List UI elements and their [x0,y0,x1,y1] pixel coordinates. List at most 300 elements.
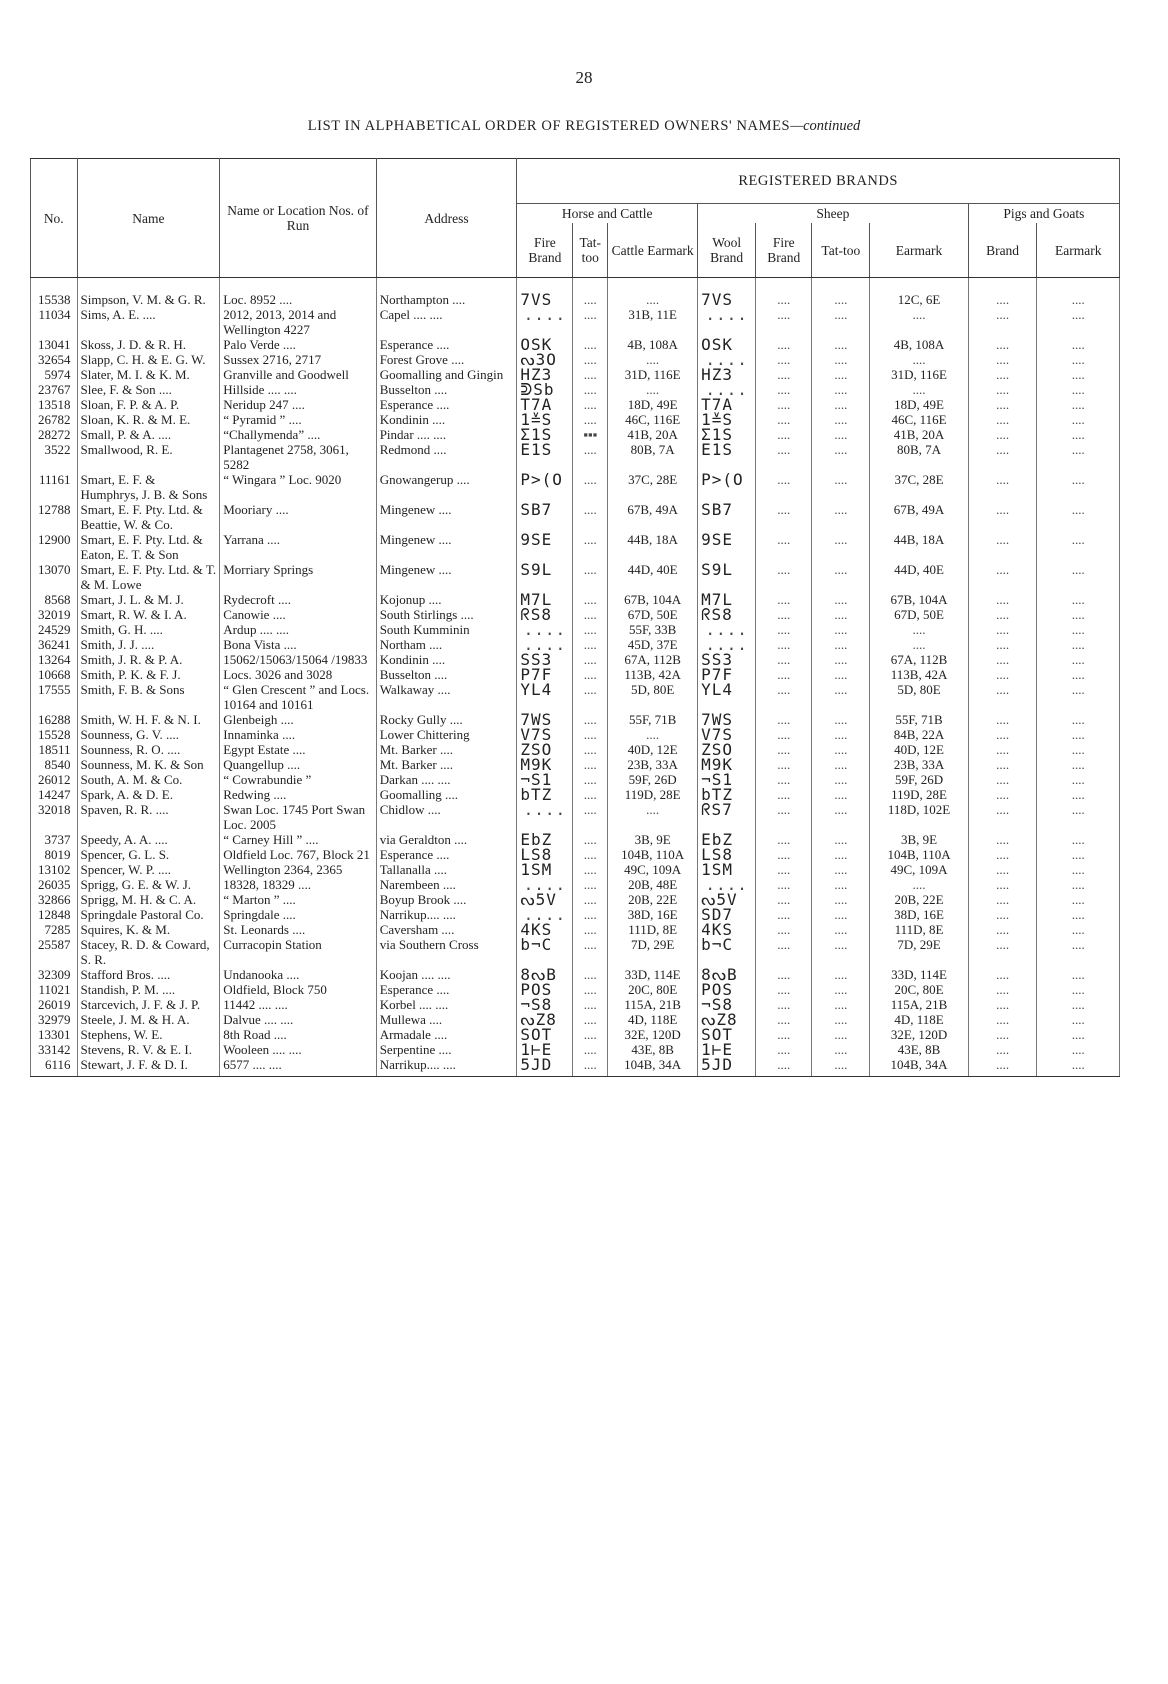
row-number-cell: 13041 [31,337,78,352]
sheep-tattoo-cell: .... [812,412,870,427]
wool-brand-cell: 1SM [698,862,756,877]
cattle-earmark-cell: 46C, 116E [608,412,698,427]
wool-brand-cell: EbZ [698,832,756,847]
tattoo-cell: .... [573,802,608,832]
pig-earmark-cell: .... [1037,607,1120,622]
wool-brand-cell: S9L [698,562,756,592]
tattoo-cell: .... [573,727,608,742]
address-cell: Esperance .... [376,397,517,412]
header-fire-brand: Fire Brand [517,223,573,278]
sheep-fire-brand-cell: .... [756,637,812,652]
owner-name-cell: Slee, F. & Son .... [77,382,220,397]
sheep-earmark-cell: 55F, 71B [870,712,968,727]
pig-earmark-cell: .... [1037,997,1120,1012]
row-number-cell: 26012 [31,772,78,787]
pig-brand-cell: .... [968,757,1037,772]
sheep-earmark-cell: 40D, 12E [870,742,968,757]
sheep-tattoo-cell: .... [812,682,870,712]
run-location-cell: Palo Verde .... [220,337,376,352]
tattoo-cell: .... [573,397,608,412]
table-row [31,997,1120,1012]
cattle-earmark-cell: 67A, 112B [608,652,698,667]
table-row [31,442,1120,472]
pig-earmark-cell: .... [1037,427,1120,442]
cattle-earmark-cell: 104B, 34A [608,1057,698,1077]
cattle-earmark-cell: 5D, 80E [608,682,698,712]
address-cell: Narrikup.... .... [376,1057,517,1077]
cattle-earmark-cell: 20B, 48E [608,877,698,892]
row-number-cell: 26782 [31,412,78,427]
cattle-earmark-cell: 7D, 29E [608,937,698,967]
row-number-cell: 26019 [31,997,78,1012]
tattoo-cell: .... [573,787,608,802]
fire-brand-cell: POS [517,982,573,997]
sheep-fire-brand-cell: .... [756,397,812,412]
row-number-cell: 13102 [31,862,78,877]
address-cell: Tallanalla .... [376,862,517,877]
pig-brand-cell: .... [968,472,1037,502]
header-pig-brand: Brand [968,223,1037,278]
sheep-fire-brand-cell: .... [756,682,812,712]
sheep-tattoo-cell: .... [812,922,870,937]
pig-brand-cell: .... [968,337,1037,352]
owner-name-cell: Smart, R. W. & I. A. [77,607,220,622]
pig-earmark-cell: .... [1037,637,1120,652]
sheep-fire-brand-cell: .... [756,607,812,622]
address-cell: South Stirlings .... [376,607,517,622]
pig-brand-cell: .... [968,712,1037,727]
sheep-earmark-cell: 84B, 22A [870,727,968,742]
cattle-earmark-cell: 3B, 9E [608,832,698,847]
owner-name-cell: South, A. M. & Co. [77,772,220,787]
sheep-earmark-cell: .... [870,307,968,337]
fire-brand-cell: P>(O [517,472,573,502]
sheep-fire-brand-cell: .... [756,562,812,592]
run-location-cell: “ Pyramid ” .... [220,412,376,427]
sheep-earmark-cell: 37C, 28E [870,472,968,502]
owner-name-cell: Sprigg, G. E. & W. J. [77,877,220,892]
fire-brand-cell: V7S [517,727,573,742]
row-number-cell: 13518 [31,397,78,412]
owner-name-cell: Sloan, F. P. & A. P. [77,397,220,412]
sheep-earmark-cell: 104B, 110A [870,847,968,862]
run-location-cell: 11442 .... .... [220,997,376,1012]
run-location-cell: 2012, 2013, 2014 and Wellington 4227 [220,307,376,337]
cattle-earmark-cell: 44B, 18A [608,532,698,562]
run-location-cell: Quangellup .... [220,757,376,772]
wool-brand-cell: ¬S8 [698,997,756,1012]
address-cell: Narembeen .... [376,877,517,892]
fire-brand-cell: HZ3 [517,367,573,382]
pig-earmark-cell: .... [1037,397,1120,412]
row-number-cell: 13301 [31,1027,78,1042]
sheep-fire-brand-cell: .... [756,997,812,1012]
run-location-cell: Curracopin Station [220,937,376,967]
address-cell: via Southern Cross [376,937,517,967]
tattoo-cell: .... [573,1042,608,1057]
sheep-earmark-cell: 31D, 116E [870,367,968,382]
pig-earmark-cell: .... [1037,442,1120,472]
tattoo-cell: .... [573,922,608,937]
pig-brand-cell: .... [968,937,1037,967]
row-number-cell: 7285 [31,922,78,937]
pig-earmark-cell: .... [1037,562,1120,592]
owner-name-cell: Smith, F. B. & Sons [77,682,220,712]
sheep-earmark-cell: 46C, 116E [870,412,968,427]
table-row [31,787,1120,802]
header-sheep-earmark: Earmark [870,223,968,278]
wool-brand-cell: POS [698,982,756,997]
run-location-cell: St. Leonards .... [220,922,376,937]
owner-name-cell: Sloan, K. R. & M. E. [77,412,220,427]
pig-brand-cell: .... [968,982,1037,997]
pig-earmark-cell: .... [1037,352,1120,367]
pig-brand-cell: .... [968,412,1037,427]
tattoo-cell: .... [573,1027,608,1042]
pig-brand-cell: .... [968,892,1037,907]
cattle-earmark-cell: .... [608,727,698,742]
pig-brand-cell: .... [968,592,1037,607]
address-cell: Mt. Barker .... [376,757,517,772]
pig-earmark-cell: .... [1037,532,1120,562]
fire-brand-cell: EbZ [517,832,573,847]
table-row [31,382,1120,397]
row-number-cell: 36241 [31,637,78,652]
wool-brand-cell: SB7 [698,502,756,532]
run-location-cell: Loc. 8952 .... [220,278,376,308]
run-location-cell: “ Carney Hill ” .... [220,832,376,847]
run-location-cell: Mooriary .... [220,502,376,532]
cattle-earmark-cell: 67B, 49A [608,502,698,532]
fire-brand-cell: 8ᔓB [517,967,573,982]
sheep-earmark-cell: 67D, 50E [870,607,968,622]
address-cell: Caversham .... [376,922,517,937]
sheep-fire-brand-cell: .... [756,922,812,937]
sheep-fire-brand-cell: .... [756,847,812,862]
table-row [31,472,1120,502]
cattle-earmark-cell: .... [608,278,698,308]
pig-earmark-cell: .... [1037,1027,1120,1042]
address-cell: Kondinin .... [376,652,517,667]
pig-earmark-cell: .... [1037,667,1120,682]
sheep-fire-brand-cell: .... [756,712,812,727]
sheep-tattoo-cell: .... [812,427,870,442]
wool-brand-cell: SOT [698,1027,756,1042]
cattle-earmark-cell: 119D, 28E [608,787,698,802]
sheep-tattoo-cell: .... [812,367,870,382]
owner-name-cell: Speedy, A. A. .... [77,832,220,847]
sheep-earmark-cell: 115A, 21B [870,997,968,1012]
pig-earmark-cell: .... [1037,1012,1120,1027]
run-location-cell: Sussex 2716, 2717 [220,352,376,367]
sheep-earmark-cell: .... [870,637,968,652]
sheep-tattoo-cell: .... [812,937,870,967]
sheep-fire-brand-cell: .... [756,787,812,802]
sheep-tattoo-cell: .... [812,352,870,367]
sheep-earmark-cell: 104B, 34A [870,1057,968,1077]
fire-brand-cell: .... [517,622,573,637]
pig-earmark-cell: .... [1037,742,1120,757]
cattle-earmark-cell: 67D, 50E [608,607,698,622]
owners-table-wrap [30,158,1120,1077]
cattle-earmark-cell: 67B, 104A [608,592,698,607]
row-number-cell: 11021 [31,982,78,997]
sheep-fire-brand-cell: .... [756,802,812,832]
tattoo-cell: .... [573,352,608,367]
pig-earmark-cell: .... [1037,337,1120,352]
run-location-cell: Canowie .... [220,607,376,622]
table-row [31,607,1120,622]
pig-earmark-cell: .... [1037,967,1120,982]
table-row [31,757,1120,772]
sheep-earmark-cell: 119D, 28E [870,787,968,802]
wool-brand-cell: 7VS [698,278,756,308]
page-number: 28 [575,68,593,87]
sheep-tattoo-cell: .... [812,742,870,757]
sheep-fire-brand-cell: .... [756,877,812,892]
run-location-cell: Innaminka .... [220,727,376,742]
row-number-cell: 18511 [31,742,78,757]
pig-brand-cell: .... [968,847,1037,862]
fire-brand-cell: bTZ [517,787,573,802]
pig-brand-cell: .... [968,922,1037,937]
address-cell: Mingenew .... [376,502,517,532]
owner-name-cell: Spencer, W. P. .... [77,862,220,877]
wool-brand-cell: .... [698,307,756,337]
wool-brand-cell: 7WS [698,712,756,727]
tattoo-cell: .... [573,532,608,562]
row-number-cell: 10668 [31,667,78,682]
address-cell: Rocky Gully .... [376,712,517,727]
sheep-earmark-cell: 4D, 118E [870,1012,968,1027]
pig-earmark-cell: .... [1037,877,1120,892]
wool-brand-cell: HZ3 [698,367,756,382]
fire-brand-cell: Σ1S [517,427,573,442]
sheep-earmark-cell: 44B, 18A [870,532,968,562]
wool-brand-cell: 8ᔓB [698,967,756,982]
header-address: Address [376,159,517,278]
cattle-earmark-cell: 38D, 16E [608,907,698,922]
wool-brand-cell: .... [698,622,756,637]
run-location-cell: “Challymenda” .... [220,427,376,442]
wool-brand-cell: .... [698,637,756,652]
header-registered-brands: REGISTERED BRANDS [517,159,1120,204]
pig-earmark-cell: .... [1037,592,1120,607]
tattoo-cell: .... [573,892,608,907]
sheep-tattoo-cell: .... [812,652,870,667]
wool-brand-cell: 9SE [698,532,756,562]
pig-brand-cell: .... [968,637,1037,652]
page-title-main: LIST IN ALPHABETICAL ORDER OF REGISTERED OWNERS' NAMES [307,118,791,134]
header-run: Name or Location Nos. of Run [220,159,376,278]
wool-brand-cell: ᖇS7 [698,802,756,832]
owner-name-cell: Springdale Pastoral Co. [77,907,220,922]
table-row [31,592,1120,607]
owner-name-cell: Slapp, C. H. & E. G. W. [77,352,220,367]
pig-brand-cell: .... [968,862,1037,877]
sheep-earmark-cell: 12C, 6E [870,278,968,308]
table-row [31,847,1120,862]
fire-brand-cell: 1⊢E [517,1042,573,1057]
run-location-cell: 15062/15063/15064 /19833 [220,652,376,667]
run-location-cell: Egypt Estate .... [220,742,376,757]
table-row [31,562,1120,592]
owner-name-cell: Sims, A. E. .... [77,307,220,337]
owner-name-cell: Smith, J. J. .... [77,637,220,652]
tattoo-cell: .... [573,1057,608,1077]
run-location-cell: Locs. 3026 and 3028 [220,667,376,682]
fire-brand-cell: ¬S1 [517,772,573,787]
pig-brand-cell: .... [968,532,1037,562]
sheep-fire-brand-cell: .... [756,937,812,967]
pig-brand-cell: .... [968,382,1037,397]
cattle-earmark-cell: 41B, 20A [608,427,698,442]
row-number-cell: 12848 [31,907,78,922]
sheep-tattoo-cell: .... [812,982,870,997]
page-title [0,118,1168,135]
fire-brand-cell: SS3 [517,652,573,667]
cattle-earmark-cell: 4D, 118E [608,1012,698,1027]
address-cell: Esperance .... [376,982,517,997]
table-row [31,892,1120,907]
wool-brand-cell: ¬S1 [698,772,756,787]
pig-brand-cell: .... [968,967,1037,982]
sheep-fire-brand-cell: .... [756,742,812,757]
owner-name-cell: Small, P. & A. .... [77,427,220,442]
fire-brand-cell: 1≚S [517,412,573,427]
sheep-fire-brand-cell: .... [756,352,812,367]
tattoo-cell: ▪▪▪ [573,427,608,442]
owner-name-cell: Standish, P. M. .... [77,982,220,997]
owners-table [30,158,1120,1077]
run-location-cell: 18328, 18329 .... [220,877,376,892]
header-cattle-earmark: Cattle Earmark [608,223,698,278]
pig-brand-cell: .... [968,772,1037,787]
sheep-tattoo-cell: .... [812,562,870,592]
sheep-tattoo-cell: .... [812,727,870,742]
tattoo-cell: .... [573,307,608,337]
tattoo-cell: .... [573,278,608,308]
address-cell: Pindar .... .... [376,427,517,442]
row-number-cell: 32309 [31,967,78,982]
sheep-earmark-cell: 49C, 109A [870,862,968,877]
fire-brand-cell: .... [517,877,573,892]
row-number-cell: 33142 [31,1042,78,1057]
row-number-cell: 12788 [31,502,78,532]
table-row [31,337,1120,352]
pig-earmark-cell: .... [1037,862,1120,877]
row-number-cell: 15528 [31,727,78,742]
sheep-tattoo-cell: .... [812,607,870,622]
row-number-cell: 13070 [31,562,78,592]
address-cell: Busselton .... [376,667,517,682]
sheep-fire-brand-cell: .... [756,757,812,772]
address-cell: Esperance .... [376,337,517,352]
fire-brand-cell: YL4 [517,682,573,712]
tattoo-cell: .... [573,337,608,352]
owner-name-cell: Smith, W. H. F. & N. I. [77,712,220,727]
tattoo-cell: .... [573,877,608,892]
pig-earmark-cell: .... [1037,727,1120,742]
fire-brand-cell: .... [517,637,573,652]
address-cell: Lower Chittering [376,727,517,742]
pig-earmark-cell: .... [1037,652,1120,667]
row-number-cell: 32979 [31,1012,78,1027]
sheep-fire-brand-cell: .... [756,1057,812,1077]
sheep-tattoo-cell: .... [812,637,870,652]
table-row [31,967,1120,982]
cattle-earmark-cell: 31D, 116E [608,367,698,382]
sheep-fire-brand-cell: .... [756,772,812,787]
sheep-fire-brand-cell: .... [756,982,812,997]
address-cell: Kojonup .... [376,592,517,607]
cattle-earmark-cell: 4B, 108A [608,337,698,352]
sheep-fire-brand-cell: .... [756,278,812,308]
row-number-cell: 28272 [31,427,78,442]
pig-earmark-cell: .... [1037,278,1120,308]
owner-name-cell: Smallwood, R. E. [77,442,220,472]
header-horse-cattle: Horse and Cattle [517,204,698,224]
pig-earmark-cell: .... [1037,982,1120,997]
sheep-fire-brand-cell: .... [756,907,812,922]
table-row [31,922,1120,937]
fire-brand-cell: ᔓ3O [517,352,573,367]
table-row [31,1057,1120,1077]
row-number-cell: 13264 [31,652,78,667]
tattoo-cell: .... [573,637,608,652]
pig-earmark-cell: .... [1037,802,1120,832]
sheep-earmark-cell: 5D, 80E [870,682,968,712]
wool-brand-cell: 1≚S [698,412,756,427]
table-row [31,1027,1120,1042]
row-number-cell: 15538 [31,278,78,308]
sheep-earmark-cell: 20C, 80E [870,982,968,997]
cattle-earmark-cell: 31B, 11E [608,307,698,337]
sheep-tattoo-cell: .... [812,862,870,877]
wool-brand-cell: ZSO [698,742,756,757]
pig-brand-cell: .... [968,278,1037,308]
pig-earmark-cell: .... [1037,1057,1120,1077]
table-row [31,862,1120,877]
address-cell: Narrikup.... .... [376,907,517,922]
fire-brand-cell: 5JD [517,1057,573,1077]
header-sheep-fire-brand: Fire Brand [756,223,812,278]
fire-brand-cell: .... [517,307,573,337]
table-row [31,532,1120,562]
run-location-cell: Undanooka .... [220,967,376,982]
wool-brand-cell: M9K [698,757,756,772]
wool-brand-cell: .... [698,352,756,367]
sheep-tattoo-cell: .... [812,802,870,832]
cattle-earmark-cell: 55F, 33B [608,622,698,637]
wool-brand-cell: 4KS [698,922,756,937]
cattle-earmark-cell: 115A, 21B [608,997,698,1012]
table-row [31,772,1120,787]
address-cell: Northampton .... [376,278,517,308]
pig-brand-cell: .... [968,877,1037,892]
tattoo-cell: .... [573,667,608,682]
row-number-cell: 11161 [31,472,78,502]
owner-name-cell: Steele, J. M. & H. A. [77,1012,220,1027]
fire-brand-cell: b¬C [517,937,573,967]
address-cell: Gnowangerup .... [376,472,517,502]
row-number-cell: 3522 [31,442,78,472]
table-row [31,1042,1120,1057]
sheep-tattoo-cell: .... [812,532,870,562]
fire-brand-cell: E1S [517,442,573,472]
sheep-earmark-cell: 67A, 112B [870,652,968,667]
pig-earmark-cell: .... [1037,907,1120,922]
